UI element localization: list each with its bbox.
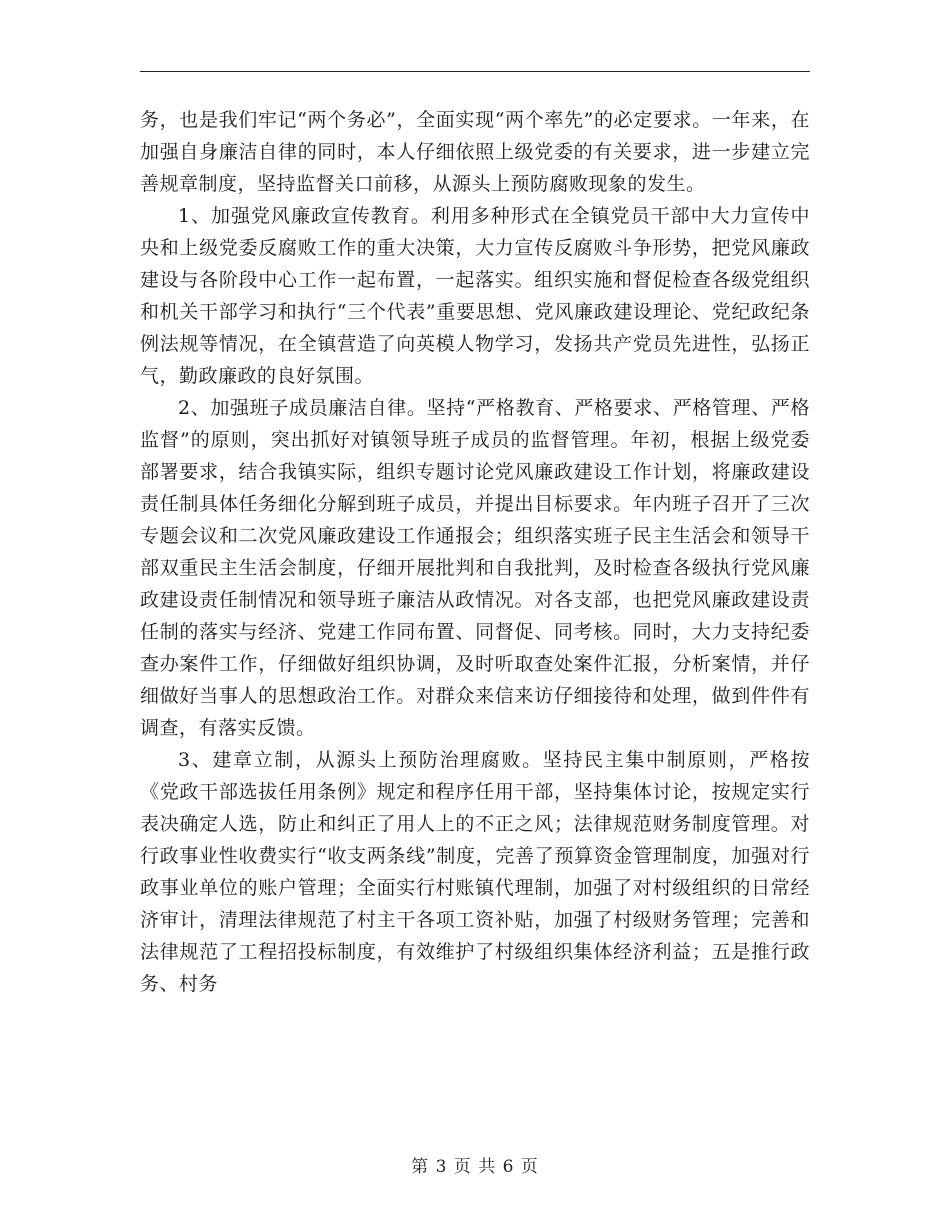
header-rule xyxy=(140,71,810,72)
paragraph-item-2: 2、加强班子成员廉洁自律。坚持“严格教育、严格要求、严格管理、严格监督”的原则，突出抓好对镇领导班子成员的监督管理。年初，根据上级党委部署要求，结合我镇实际，组织专题讨论党风廉政建设工作计划，将廉政建设责任制具体任务细化分解到班子成员，并提出目标要求。年内班子召开了三次专题会议和二次党风廉政建设工作通报会；组织落实班子民主生活会和领导干部双重民主生活会制度，仔细开展批判和自我批判，及时检查各级执行党风廉政建设责任制情况和领导班子廉洁从政情况。对各支部，也把党风廉政建设责任制的落实与经济、党建工作同布置、同督促、同考核。同时，大力支持纪委查办案件工作，仔细做好组织协调，及时听取查处案件汇报，分析案情，并仔细做好当事人的思想政治工作。对群众来信来访仔细接待和处理，做到件件有调查，有落实反馈。 xyxy=(140,397,810,739)
page-number-footer: 第 3 页 共 6 页 xyxy=(411,1157,539,1177)
paragraph-item-3: 3、建章立制，从源头上预防治理腐败。坚持民主集中制原则，严格按《党政干部选拔任用条例》规定和程序任用干部，坚持集体讨论，按规定实行表决确定人选，防止和纠正了用人上的不正之风；法律规范财务制度管理。对行政事业性收费实行“收支两条线”制度，完善了预算资金管理制度，加强对行政事业单位的账户管理；全面实行村账镇代理制，加强了对村级组织的日常经济审计，清理法律规范了村主干各项工资补贴，加强了村级财务管理；完善和法律规范了工程招投标制度，有效维护了村级组织集体经济利益；五是推行政务、村务 xyxy=(140,749,810,995)
body-text xyxy=(140,104,810,1000)
paragraph-continuation: 务，也是我们牢记“两个务必”，全面实现“两个率先”的必定要求。一年来，在加强自身廉洁自律的同时，本人仔细依照上级党委的有关要求，进一步建立完善规章制度，坚持监督关口前移，从源头上预防腐败现象的发生。 xyxy=(140,109,810,195)
paragraph-item-1: 1、加强党风廉政宣传教育。利用多种形式在全镇党员干部中大力宣传中央和上级党委反腐败工作的重大决策，大力宣传反腐败斗争形势，把党风廉政建设与各阶段中心工作一起布置，一起落实。组织实施和督促检查各级党组织和机关干部学习和执行“三个代表”重要思想、党风廉政建设理论、党纪政纪条例法规等情况，在全镇营造了向英模人物学习，发扬共产党员先进性，弘扬正气，勤政廉政的良好氛围。 xyxy=(140,205,810,387)
